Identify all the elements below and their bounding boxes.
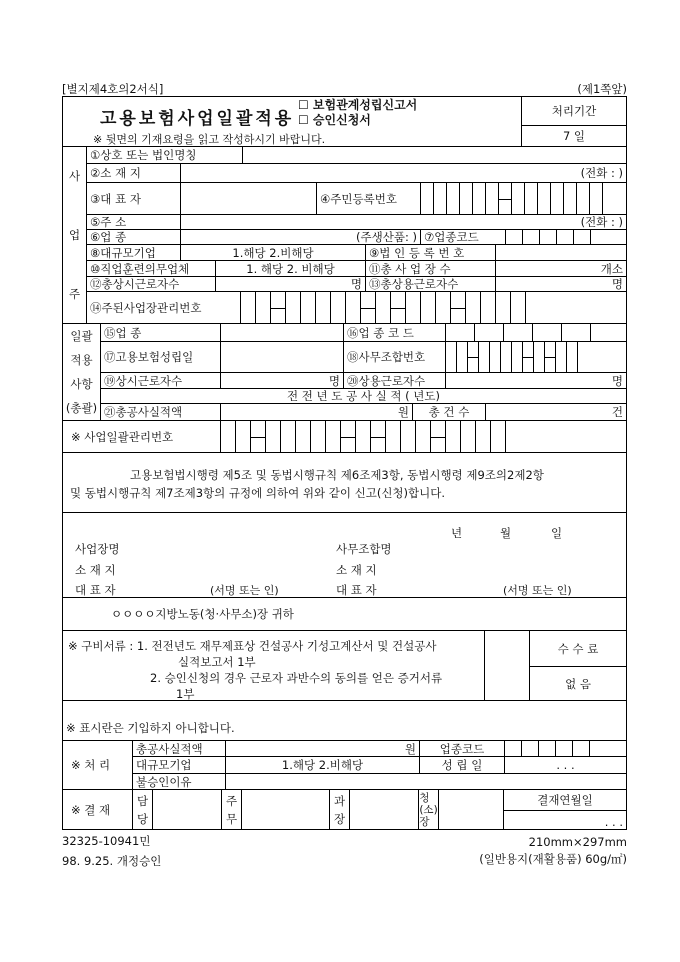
digit-box[interactable]	[538, 183, 551, 214]
digit-box[interactable]	[491, 421, 506, 452]
approver-chief-label: 주 무	[221, 789, 242, 830]
label-approval-date: 결재연월일	[503, 789, 627, 811]
section-char: 사항	[70, 377, 93, 391]
digit-box[interactable]	[534, 342, 545, 372]
digit-box-row[interactable]	[421, 183, 603, 214]
unit-won: 원	[397, 405, 409, 419]
dash-separator	[451, 292, 466, 323]
office-use-notice: ※ 표시란은 기입하지 아니합니다.	[62, 700, 627, 741]
bulk-management-number-boxes[interactable]	[220, 420, 627, 453]
form-number: 32325-10941민	[62, 834, 151, 848]
digit-box[interactable]	[241, 292, 256, 323]
label-total-sites: ⑪총 사 업 장 수	[365, 260, 496, 277]
digit-box-row[interactable]	[241, 292, 526, 323]
label-association-address: 소 재 지	[336, 563, 377, 577]
approver-chief-sign[interactable]	[241, 789, 330, 830]
label-corp-registration: ⑨법 인 등 록 번 호	[365, 244, 496, 261]
approver-head-label: 청 (소) 장	[418, 789, 439, 830]
label-bulk-industry: ⑮업 종	[100, 323, 221, 342]
digit-box[interactable]	[311, 421, 326, 452]
digit-box[interactable]	[447, 183, 460, 214]
section-char: 적용	[70, 353, 93, 367]
digit-box[interactable]	[376, 292, 391, 323]
digit-box[interactable]	[421, 292, 436, 323]
permanent-workers-field[interactable]	[445, 372, 627, 389]
digit-box[interactable]	[286, 292, 301, 323]
digit-box[interactable]	[386, 421, 401, 452]
dash-separator	[468, 342, 479, 372]
label-location: ②소 재 지	[86, 163, 181, 183]
digit-box[interactable]	[460, 183, 473, 214]
digit-box[interactable]	[356, 421, 371, 452]
documents-line-1: ※ 구비서류 : 1. 전전년도 재무제표상 건설공사 기성고계산서 및 건설공사	[68, 639, 437, 653]
digit-box[interactable]	[540, 230, 557, 244]
digit-box[interactable]	[506, 230, 523, 244]
digit-box[interactable]	[512, 183, 525, 214]
digit-box[interactable]	[522, 741, 539, 756]
bulk-industry-field[interactable]	[220, 323, 344, 342]
label-industry: ⑥업 종	[86, 229, 181, 245]
label-association-number: ⑱사무조합번호	[343, 341, 446, 373]
processing-period-label: 처리기간	[521, 96, 627, 126]
label-regular-workers: ⑲상시근로자수	[100, 372, 221, 389]
digit-box[interactable]	[421, 183, 434, 214]
section-char: 주	[68, 286, 81, 301]
approver-manager-label: 과 장	[329, 789, 350, 830]
digit-box-row[interactable]	[221, 421, 506, 452]
signature-or-seal-left[interactable]: (서명 또는 인)	[210, 584, 279, 597]
digit-box[interactable]	[466, 292, 481, 323]
digit-box[interactable]	[406, 292, 421, 323]
fee-label: 수 수 료	[529, 630, 627, 667]
digit-box[interactable]	[434, 183, 447, 214]
digit-box[interactable]	[590, 183, 603, 214]
digit-box[interactable]	[301, 292, 316, 323]
documents-line-2: 실적보고서 1부	[178, 655, 256, 669]
digit-box[interactable]	[221, 421, 236, 452]
office-industry-code-boxes[interactable]	[504, 740, 627, 757]
digit-box[interactable]	[567, 342, 578, 372]
approver-head-sign[interactable]	[438, 789, 504, 830]
office-large-enterprise-options[interactable]: 1.해당 2.비해당	[225, 756, 420, 774]
fee-value: 없 음	[529, 666, 627, 701]
approval-date-field[interactable]: . . .	[503, 810, 627, 830]
label-rejection-reason: 불승인이유	[132, 773, 226, 790]
label-company-name: ①상호 또는 법인명칭	[86, 146, 243, 164]
paper-size: 210mm×297mm	[528, 835, 627, 849]
label-association-representative: 대 표 자	[336, 583, 377, 597]
label-permanent-workers: ⑳상용근로자수	[343, 372, 446, 389]
rejection-reason-field[interactable]	[225, 773, 627, 790]
section-char: 사	[68, 169, 81, 184]
digit-box[interactable]	[457, 342, 468, 372]
unit-sites: 개소	[600, 261, 623, 276]
digit-box[interactable]	[556, 342, 567, 372]
digit-box[interactable]	[511, 292, 526, 323]
form-title: 고용보험사업일괄적용	[100, 109, 295, 129]
digit-box-row[interactable]	[446, 324, 591, 341]
digit-box[interactable]	[331, 292, 346, 323]
date-month: 월	[500, 526, 512, 540]
label-site-representative: 대 표 자	[75, 583, 116, 597]
digit-box[interactable]	[525, 183, 538, 214]
phone-label: (전화 : )	[580, 215, 623, 229]
label-total-permanent-workers: ⑬총상용근로자수	[365, 276, 496, 292]
digit-box-row[interactable]	[505, 741, 590, 756]
label-bulk-industry-code: ⑯업 종 코 드	[343, 323, 446, 342]
digit-box[interactable]	[446, 342, 457, 372]
digit-box[interactable]	[486, 183, 499, 214]
label-office-total-amount: 총공사실적액	[132, 740, 226, 757]
location-field[interactable]	[180, 163, 627, 183]
page-indicator: (제1쪽앞)	[577, 82, 627, 96]
notice-text: ※ 뒷면의 기재요령을 읽고 작성하시기 바랍니다.	[93, 133, 326, 146]
digit-box-row[interactable]	[446, 342, 578, 372]
label-total-regular-workers: ⑫총상시근로자수	[86, 276, 216, 292]
digit-box[interactable]	[556, 741, 573, 756]
resident-number-boxes[interactable]	[420, 182, 627, 215]
label-resident-number: ④주민등록번호	[316, 182, 421, 215]
address-field[interactable]	[180, 214, 627, 230]
label-representative: ③대 표 자	[86, 182, 181, 215]
label-site-address: 소 재 지	[75, 563, 116, 577]
digit-box[interactable]	[479, 342, 490, 372]
declaration-line-2: 및 동법시행규칙 제7조제3항의 규정에 의하여 위와 같이 신고(신청)합니다.	[70, 486, 446, 500]
representative-field[interactable]	[180, 182, 317, 215]
approver-staff-label: 담 당	[132, 789, 153, 830]
digit-box[interactable]	[523, 230, 540, 244]
employer-section-label	[62, 146, 87, 324]
declaration-line-1: 고용보험법시행령 제5조 및 동법시행규칙 제6조제3항, 동법시행령 제9조의2제2항	[130, 468, 544, 482]
label-established-date: 성 립 일	[419, 756, 505, 774]
digit-box[interactable]	[461, 421, 476, 452]
checkbox-approval-application[interactable]: ☐ 승인신청서	[298, 113, 371, 127]
form-code: [별지제4호의2서식]	[62, 82, 164, 96]
dash-separator	[271, 292, 286, 323]
digit-box[interactable]	[539, 741, 556, 756]
approver-manager-sign[interactable]	[349, 789, 419, 830]
digit-box[interactable]	[475, 324, 504, 341]
dash-separator	[499, 183, 512, 214]
label-vocational-training: ⑩직업훈련의무업체	[86, 260, 216, 277]
label-site-name: 사업장명	[75, 542, 120, 556]
digit-box[interactable]	[573, 741, 590, 756]
digit-box[interactable]	[505, 741, 522, 756]
signature-or-seal-right[interactable]: (서명 또는 인)	[503, 584, 572, 597]
corp-registration-field[interactable]	[495, 244, 627, 261]
digit-box[interactable]	[296, 421, 311, 452]
label-large-enterprise: ⑧대규모기업	[86, 244, 181, 261]
digit-box[interactable]	[533, 324, 562, 341]
label-office-large-enterprise: 대규모기업	[132, 756, 226, 774]
established-date-field[interactable]: . . .	[504, 756, 627, 774]
digit-box[interactable]	[501, 342, 512, 372]
bulk-section-label	[62, 323, 101, 421]
digit-box[interactable]	[512, 342, 523, 372]
digit-box[interactable]	[490, 342, 501, 372]
date-day: 일	[551, 526, 563, 540]
industry-field[interactable]	[180, 229, 421, 245]
industry-code-boxes[interactable]	[505, 229, 627, 245]
digit-box[interactable]	[476, 421, 491, 452]
regular-workers-field[interactable]	[220, 372, 344, 389]
dash-separator	[361, 292, 376, 323]
paper-type: (일반용지(재활용품) 60g/㎡)	[479, 852, 627, 866]
checkbox-establishment-report[interactable]: ☐ 보험관계성립신고서	[298, 98, 418, 112]
section-char: 업	[68, 227, 81, 242]
dash-separator	[523, 342, 534, 372]
label-insurance-established-date: ⑰고용보험성립일	[100, 341, 221, 373]
office-total-amount-field[interactable]	[225, 740, 420, 757]
unit-persons: 명	[611, 277, 623, 291]
dash-separator	[371, 421, 386, 452]
date-year: 년	[451, 526, 463, 540]
main-site-number-boxes[interactable]	[240, 291, 627, 324]
digit-box[interactable]	[481, 292, 496, 323]
digit-box[interactable]	[564, 183, 577, 214]
label-processing: ※ 처 리	[62, 740, 133, 790]
digit-box[interactable]	[326, 421, 341, 452]
insurance-established-date-field[interactable]	[220, 341, 344, 373]
total-permanent-workers-field[interactable]	[495, 276, 627, 292]
dash-separator	[391, 292, 406, 323]
dash-separator	[251, 421, 266, 452]
digit-box[interactable]	[446, 324, 475, 341]
association-number-boxes[interactable]	[445, 341, 627, 373]
dash-separator	[341, 421, 356, 452]
unit-persons: 명	[611, 373, 623, 388]
dash-separator	[431, 421, 446, 452]
label-bulk-management-number: ※ 사업일괄관리번호	[62, 420, 221, 453]
documents-line-4: 1부	[176, 687, 195, 701]
revision-approval: 98. 9.25. 개정승인	[62, 854, 162, 868]
approver-staff-sign[interactable]	[152, 789, 222, 830]
digit-box[interactable]	[574, 230, 591, 244]
large-enterprise-options[interactable]: 1.해당 2.비해당	[180, 244, 366, 261]
phone-label: (전화 : )	[580, 166, 623, 180]
digit-box[interactable]	[416, 421, 431, 452]
label-industry-code: ⑦업종코드	[420, 229, 506, 245]
digit-box[interactable]	[281, 421, 296, 452]
digit-box[interactable]	[496, 292, 511, 323]
vocational-training-options[interactable]: 1. 해당 2. 비해당	[215, 260, 366, 277]
digit-box-row[interactable]	[506, 230, 591, 244]
unit-persons: 명	[350, 277, 362, 291]
prior-year-performance-header: 전 전 년 도 공 사 실 적 ( 년도)	[100, 388, 627, 404]
digit-box[interactable]	[266, 421, 281, 452]
digit-box[interactable]	[401, 421, 416, 452]
section-char: 일괄	[70, 329, 93, 343]
digit-box[interactable]	[551, 183, 564, 214]
digit-box[interactable]	[562, 324, 591, 341]
digit-box[interactable]	[577, 183, 590, 214]
digit-box[interactable]	[436, 292, 451, 323]
digit-box[interactable]	[473, 183, 486, 214]
digit-box[interactable]	[316, 292, 331, 323]
label-approval: ※ 결 재	[62, 789, 133, 830]
dash-separator	[545, 342, 556, 372]
unit-won: 원	[404, 741, 416, 756]
section-char: (총괄)	[65, 401, 98, 415]
main-product-label: (주생산품: )	[356, 230, 417, 244]
label-address: ⑤주 소	[86, 214, 181, 230]
bulk-industry-code-boxes[interactable]	[445, 323, 627, 342]
digit-box[interactable]	[346, 292, 361, 323]
digit-box[interactable]	[557, 230, 574, 244]
label-total-construction-amount: ㉑총공사실적액	[100, 403, 221, 421]
total-sites-field[interactable]	[495, 260, 627, 277]
total-construction-amount-field[interactable]	[220, 403, 413, 421]
digit-box[interactable]	[504, 324, 533, 341]
label-main-site-number: ⑭주된사업장관리번호	[86, 291, 241, 324]
documents-line-3: 2. 승인신청의 경우 근로자 과반수의 동의를 얻은 증거서류	[150, 671, 443, 685]
digit-box[interactable]	[256, 292, 271, 323]
total-count-field[interactable]	[485, 403, 627, 421]
label-office-industry-code: 업종코드	[419, 740, 505, 757]
company-name-field[interactable]	[242, 146, 627, 164]
digit-box[interactable]	[446, 421, 461, 452]
addressee: ㅇㅇㅇㅇ지방노동(청·사무소)장 귀하	[62, 597, 627, 631]
digit-box[interactable]	[236, 421, 251, 452]
label-association-name: 사무조합명	[336, 542, 392, 556]
unit-persons: 명	[328, 373, 340, 388]
label-total-count: 총 건 수	[412, 403, 486, 421]
processing-period-value: 7 일	[521, 125, 627, 147]
total-regular-workers-field[interactable]	[215, 276, 366, 292]
unit-count: 건	[611, 405, 623, 419]
